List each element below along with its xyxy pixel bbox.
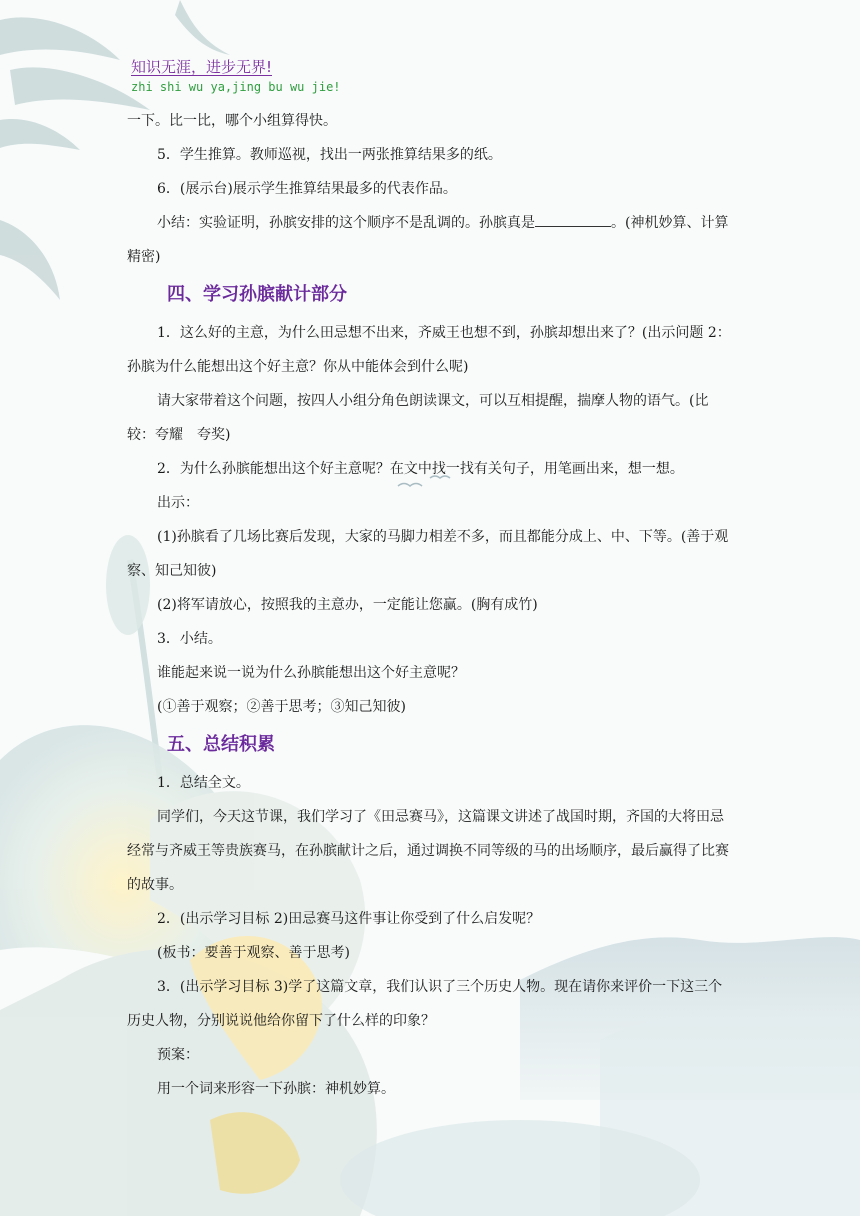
paragraph: 5．学生推算。教师巡视，找出一两张推算结果多的纸。 [157, 147, 502, 163]
paragraph: 出示： [157, 495, 199, 511]
paragraph: 谁能起来说一说为什么孙膑能想出这个好主意呢？ [157, 665, 465, 681]
motto-chinese: 知识无涯，进步无界! [131, 58, 273, 76]
paragraph: 1．这么好的主意，为什么田忌想不出来，齐威王也想不到，孙膑却想出来了？(出示问题 2：孙膑为什么能想出这个好主意？你从中能体会到什么呢) [127, 325, 731, 375]
paragraph: (2)将军请放心，按照我的主意办，一定能让您赢。(胸有成竹) [157, 597, 538, 613]
summary-text: 小结：实验证明，孙膑安排的这个顺序不是乱调的。孙膑真是 [157, 215, 535, 231]
paragraph: 3．小结。 [157, 631, 222, 647]
paragraph: 用一个词来形容一下孙膑：神机妙算。 [157, 1081, 395, 1097]
paragraph: (1)孙膑看了几场比赛后发现，大家的马脚力相差不多，而且都能分成上、中、下等。(善于观察、知己知彼) [127, 529, 729, 579]
paragraph: (板书：要善于观察、善于思考) [157, 945, 350, 961]
section-heading-4: 四、学习孙膑献计部分 [167, 284, 347, 305]
section-heading-5: 五、总结积累 [167, 734, 275, 755]
paragraph: 3．(出示学习目标 3)学了这篇文章，我们认识了三个历史人物。现在请你来评价一下这三个历史人物，分别说说他给你留下了什么样的印象？ [127, 979, 723, 1029]
paragraph: 2．为什么孙膑能想出这个好主意呢？在文中找一找有关句子，用笔画出来，想一想。 [157, 461, 684, 477]
paragraph: 预案： [157, 1047, 199, 1063]
fill-in-blank [535, 212, 611, 227]
paragraph: 1．总结全文。 [157, 775, 250, 791]
paragraph: (①善于观察；②善于思考；③知己知彼) [157, 699, 406, 715]
summary-answer: 。(神机妙算、计算精密) [127, 215, 729, 265]
header-motto [131, 57, 341, 95]
paragraph: 同学们，今天这节课，我们学习了《田忌赛马》，这篇课文讲述了战国时期，齐国的大将田忌经常与齐威王等贵族赛马，在孙膑献计之后，通过调换不同等级的马的出场顺序，最后赢得了比赛的故事。 [127, 809, 729, 893]
summary-paragraph [127, 206, 733, 274]
paragraph: 6．(展示台)展示学生推算结果最多的代表作品。 [157, 181, 457, 197]
motto-pinyin: zhi shi wu ya,jing bu wu jie! [131, 80, 341, 94]
paragraph: 一下。比一比，哪个小组算得快。 [127, 113, 337, 129]
paragraph: 请大家带着这个问题，按四人小组分角色朗读课文，可以互相提醒，揣摩人物的语气。(比较：夸耀 夸奖) [127, 393, 709, 443]
paragraph: 2．(出示学习目标 2)田忌赛马这件事让你受到了什么启发呢？ [157, 911, 541, 927]
lesson-body [127, 104, 733, 1106]
